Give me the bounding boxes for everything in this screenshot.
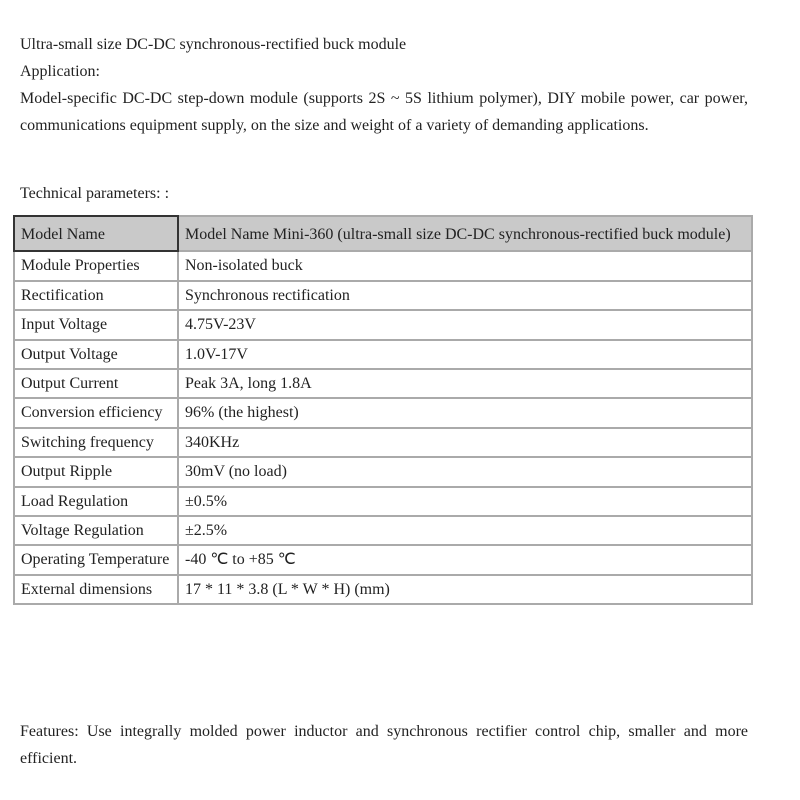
row-label: Conversion efficiency [14,398,178,427]
table-row [14,545,752,574]
row-value: 1.0V-17V [178,340,752,369]
row-value: -40 ℃ to +85 ℃ [178,545,752,574]
row-label: Operating Temperature [14,545,178,574]
row-label: Output Ripple [14,457,178,486]
table-row [14,516,752,545]
table-row [14,428,752,457]
row-value: 4.75V-23V [178,310,752,339]
row-value: 30mV (no load) [178,457,752,486]
row-label: Output Voltage [14,340,178,369]
row-label: External dimensions [14,575,178,604]
table-row [14,281,752,310]
table-row [14,340,752,369]
row-value: 17 * 11 * 3.8 (L * W * H) (mm) [178,575,752,604]
row-value: Non-isolated buck [178,251,752,280]
application-text: Model-specific DC-DC step-down module (supports 2S ~ 5S lithium polymer), DIY mobile power, car power, communications equipment supply, on the size and weight of a variety of demanding applications. [20,90,748,134]
row-value: 96% (the highest) [178,398,752,427]
header-value: Model Name Mini-360 (ultra-small size DC-DC synchronous-rectified buck module) [178,216,752,251]
table-row [14,251,752,280]
row-label: Input Voltage [14,310,178,339]
spec-table [13,215,753,605]
intro-section [20,31,748,139]
row-label: Rectification [14,281,178,310]
application-label: Application: [20,63,100,80]
features-text: Features: Use integrally molded power inductor and synchronous rectifier control chip, smaller and more efficient. [20,723,748,767]
row-label: Module Properties [14,251,178,280]
table-row [14,575,752,604]
row-value: Peak 3A, long 1.8A [178,369,752,398]
row-label: Switching frequency [14,428,178,457]
table-row [14,369,752,398]
row-value: ±0.5% [178,487,752,516]
table-row [14,487,752,516]
row-label: Voltage Regulation [14,516,178,545]
row-value: 340KHz [178,428,752,457]
row-value: ±2.5% [178,516,752,545]
table-row [14,457,752,486]
row-value: Synchronous rectification [178,281,752,310]
table-header-row [14,216,752,251]
technical-parameters-label: Technical parameters: : [20,185,170,202]
table-row [14,398,752,427]
row-label: Load Regulation [14,487,178,516]
document-title: Ultra-small size DC-DC synchronous-rectified buck module [20,36,407,53]
table-row [14,310,752,339]
header-label: Model Name [14,216,178,251]
row-label: Output Current [14,369,178,398]
